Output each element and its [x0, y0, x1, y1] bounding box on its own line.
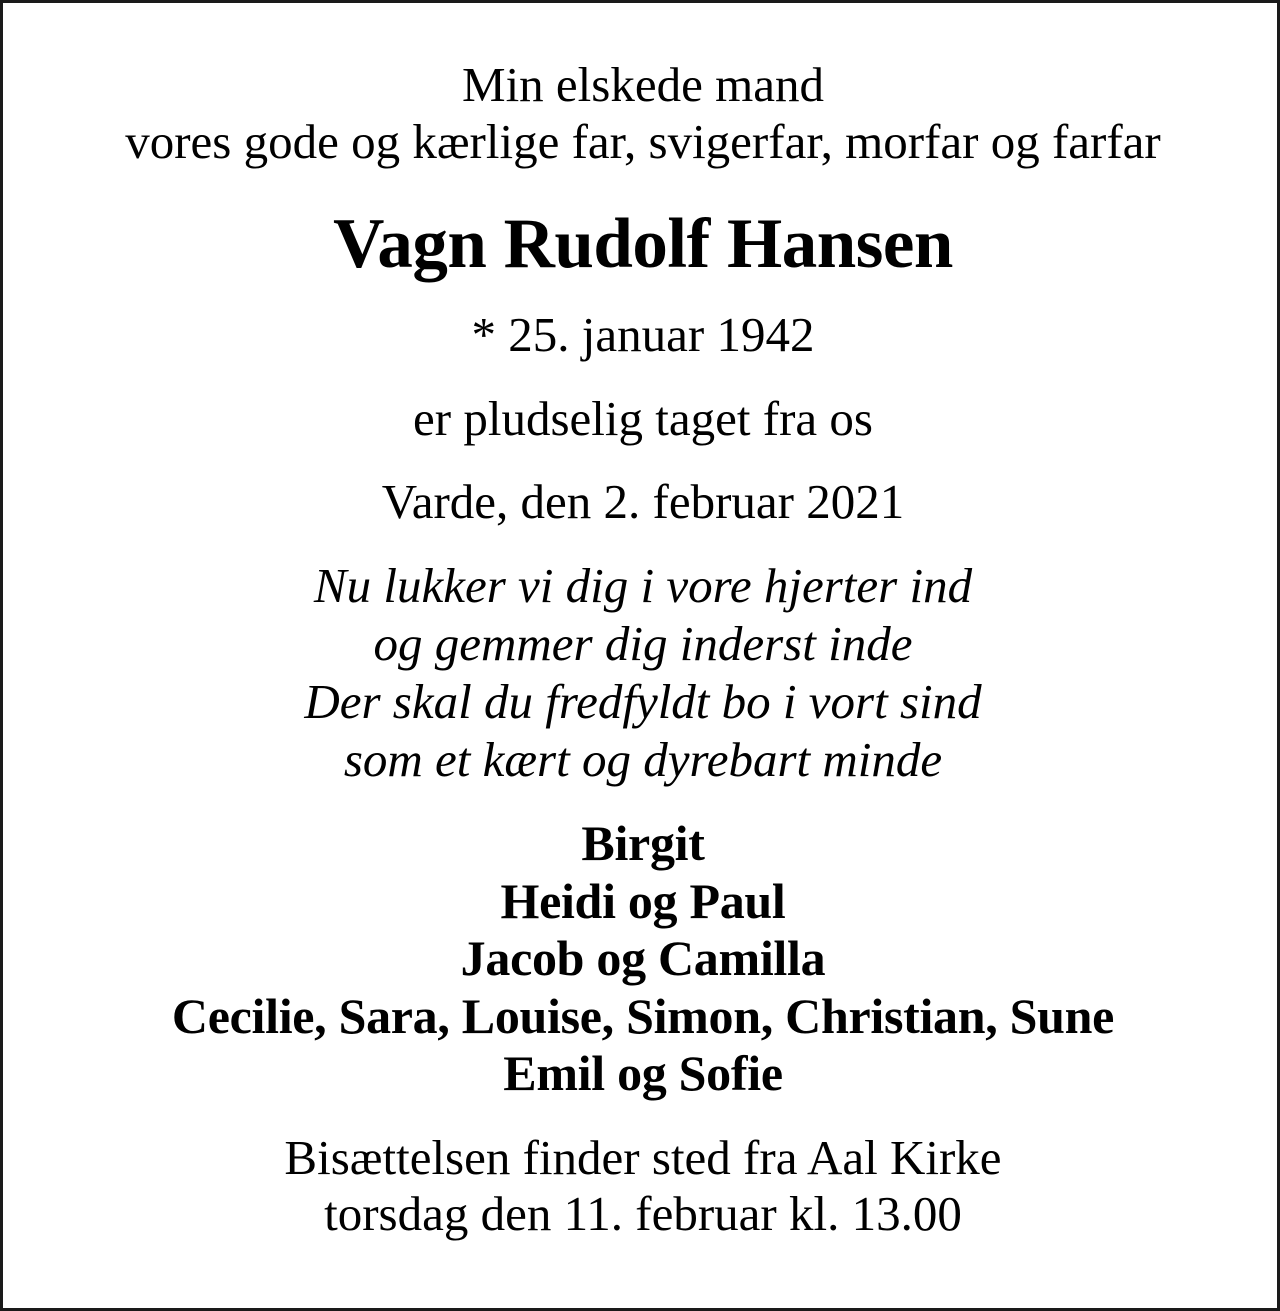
verse-line: Der skal du fredfyldt bo i vort sind — [304, 674, 982, 729]
funeral-line: torsdag den 11. februar kl. 13.00 — [324, 1186, 962, 1241]
family-signatures — [3, 815, 1280, 1103]
intro-line: vores gode og kærlige far, svigerfar, morfar og farfar — [125, 114, 1161, 169]
passing-text: er pludselig taget fra os — [413, 391, 873, 446]
family-line: Emil og Sofie — [503, 1045, 783, 1101]
verse-line: og gemmer dig inderst inde — [373, 616, 913, 671]
deceased-name: Vagn Rudolf Hansen — [333, 205, 953, 283]
verse-line: som et kært og dyrebart minde — [343, 732, 943, 787]
intro-line: Min elskede mand — [462, 57, 824, 112]
intro-text — [3, 56, 1280, 170]
family-line: Heidi og Paul — [500, 872, 786, 929]
family-line: Jacob og Camilla — [460, 930, 826, 986]
funeral-line: Bisættelsen finder sted fra Aal Kirke — [284, 1130, 1002, 1185]
family-line: Birgit — [581, 815, 705, 871]
birth-date: * 25. januar 1942 — [471, 307, 815, 362]
place-and-date: Varde, den 2. februar 2021 — [381, 474, 905, 529]
family-line: Cecilie, Sara, Louise, Simon, Christian, Sune — [171, 987, 1115, 1044]
verse-line: Nu lukker vi dig i vore hjerter ind — [313, 558, 973, 613]
funeral-info — [3, 1130, 1280, 1242]
memorial-verse — [3, 557, 1280, 789]
